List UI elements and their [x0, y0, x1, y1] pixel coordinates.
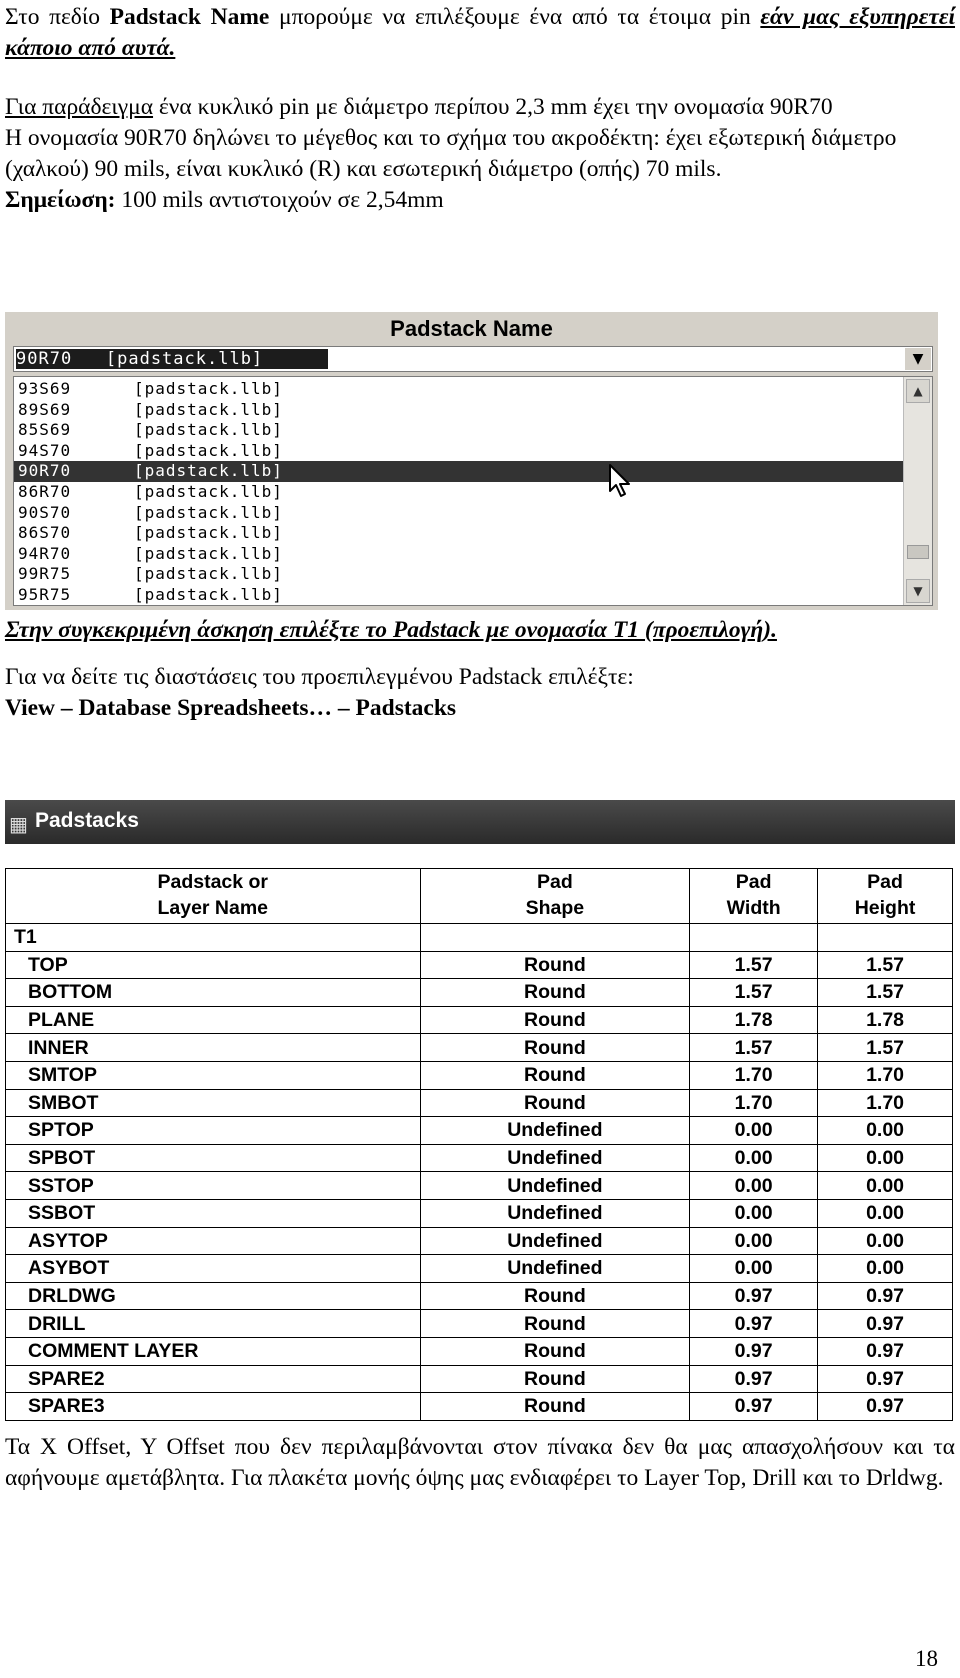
layer-name-cell[interactable]: SSTOP: [6, 1172, 421, 1200]
layer-name-cell[interactable]: SPBOT: [6, 1144, 421, 1172]
table-row[interactable]: [6, 1337, 953, 1365]
list-item-name: 89S69: [18, 399, 72, 419]
header-pad-height[interactable]: Pad Height: [818, 869, 953, 924]
table-row[interactable]: [6, 1282, 953, 1310]
empty-cell[interactable]: [818, 924, 953, 952]
padstack-name-term: Padstack Name: [109, 4, 270, 30]
layer-name-cell[interactable]: COMMENT LAYER: [6, 1337, 421, 1365]
intro-emphasis: εάν μας εξυπηρετεί κάποιο από αυτά.: [5, 4, 956, 61]
pad-width-cell[interactable]: 0.00: [690, 1255, 818, 1283]
pad-width-cell[interactable]: 0.00: [690, 1199, 818, 1227]
table-row[interactable]: [6, 951, 953, 979]
list-item-library: [padstack.llb]: [134, 440, 283, 460]
pad-width-cell[interactable]: 1.57: [690, 951, 818, 979]
layer-name-cell[interactable]: BOTTOM: [6, 979, 421, 1007]
pad-height-cell[interactable]: 1.57: [818, 951, 953, 979]
layer-name-cell[interactable]: ASYBOT: [6, 1255, 421, 1283]
empty-cell[interactable]: [690, 924, 818, 952]
list-item[interactable]: [14, 461, 904, 482]
intro-text: Στο πεδίο: [5, 4, 110, 30]
list-item-library: [padstack.llb]: [134, 502, 283, 522]
pad-shape-cell[interactable]: Undefined: [420, 1172, 690, 1200]
list-item[interactable]: [14, 441, 904, 462]
list-item-name: 85S69: [18, 420, 72, 440]
pad-shape-cell[interactable]: Round: [420, 1034, 690, 1062]
list-item-name: 90S70: [18, 502, 72, 522]
exercise-instruction: Στην συγκεκριμένη άσκηση επιλέξτε το Padstack με ονομασία Τ1 (προεπιλογή).: [5, 617, 777, 643]
pad-height-cell[interactable]: 1.78: [818, 1006, 953, 1034]
naming-explanation: Η ονομασία 90R70 δηλώνει το μέγεθος και το σχήμα του ακροδέκτη: έχει εξωτερική διάμετρο (χαλκού) 90 mils, είναι κυκλικό (R) και εσωτερική διάμετρο (οπής) 70 mils.: [5, 125, 897, 182]
layer-name-cell[interactable]: SSBOT: [6, 1199, 421, 1227]
table-row[interactable]: [6, 1061, 953, 1089]
pad-width-cell[interactable]: 1.78: [690, 1006, 818, 1034]
pad-height-cell[interactable]: 0.97: [818, 1337, 953, 1365]
table-row[interactable]: [6, 1006, 953, 1034]
list-item-library: [padstack.llb]: [134, 585, 283, 604]
list-item-library: [padstack.llb]: [134, 461, 283, 481]
list-item-name: 90R70: [18, 461, 72, 481]
pad-height-cell[interactable]: 0.97: [818, 1365, 953, 1393]
table-row[interactable]: [6, 1255, 953, 1283]
list-item-library: [padstack.llb]: [134, 523, 283, 543]
pad-shape-cell[interactable]: Round: [420, 951, 690, 979]
table-row[interactable]: [6, 1034, 953, 1062]
padstack-name-title: Padstack Name: [390, 316, 553, 341]
pad-width-cell[interactable]: 0.00: [690, 1227, 818, 1255]
pad-width-cell[interactable]: 0.97: [690, 1310, 818, 1338]
table-row-group[interactable]: [6, 924, 953, 952]
pad-shape-cell[interactable]: Round: [420, 1089, 690, 1117]
padstacks-window-title: Padstacks: [35, 809, 139, 832]
pad-width-cell[interactable]: 0.00: [690, 1117, 818, 1145]
pad-width-cell[interactable]: 0.00: [690, 1172, 818, 1200]
list-item-name: 95R75: [18, 585, 72, 604]
pad-height-cell[interactable]: 1.57: [818, 1034, 953, 1062]
list-item-name: 94S70: [18, 440, 72, 460]
view-instruction: [5, 662, 955, 724]
layer-name-cell[interactable]: SMTOP: [6, 1061, 421, 1089]
table-row[interactable]: [6, 1365, 953, 1393]
spreadsheet-icon: ▦: [9, 812, 28, 836]
list-item[interactable]: [14, 400, 904, 421]
list-item-name: 94R70: [18, 543, 72, 563]
list-item-name: 93S69: [18, 379, 72, 398]
header-layer-name[interactable]: Padstack or Layer Name: [6, 869, 421, 924]
layer-name-cell[interactable]: TOP: [6, 951, 421, 979]
list-item[interactable]: [14, 420, 904, 441]
list-scrollbar[interactable]: [903, 377, 932, 605]
layer-name-cell[interactable]: SPARE3: [6, 1393, 421, 1421]
pad-width-cell[interactable]: 0.97: [690, 1337, 818, 1365]
layer-name-cell[interactable]: SPARE2: [6, 1365, 421, 1393]
padstack-name-cell[interactable]: T1: [6, 924, 421, 952]
pad-height-cell[interactable]: 0.97: [818, 1282, 953, 1310]
page-number: 18: [915, 1646, 938, 1671]
mouse-pointer-icon: [608, 463, 634, 499]
combobox-selected-value[interactable]: 90R70 [padstack.llb]: [16, 349, 328, 369]
pad-shape-cell[interactable]: Undefined: [420, 1199, 690, 1227]
pad-width-cell[interactable]: 0.97: [690, 1393, 818, 1421]
layer-name-cell[interactable]: DRLDWG: [6, 1282, 421, 1310]
header-pad-shape[interactable]: Pad Shape: [420, 869, 690, 924]
empty-cell[interactable]: [420, 924, 690, 952]
pad-height-cell[interactable]: 0.00: [818, 1227, 953, 1255]
layer-name-cell[interactable]: ASYTOP: [6, 1227, 421, 1255]
pad-shape-cell[interactable]: Undefined: [420, 1227, 690, 1255]
pad-width-cell[interactable]: 0.97: [690, 1365, 818, 1393]
pad-width-cell[interactable]: 0.00: [690, 1144, 818, 1172]
pad-shape-cell[interactable]: Round: [420, 1282, 690, 1310]
pad-height-cell[interactable]: 1.70: [818, 1089, 953, 1117]
pad-height-cell[interactable]: 0.00: [818, 1172, 953, 1200]
padstacks-window-titlebar: [5, 800, 955, 844]
pad-height-cell[interactable]: 0.00: [818, 1199, 953, 1227]
pad-width-cell[interactable]: 1.57: [690, 1034, 818, 1062]
table-row[interactable]: [6, 1227, 953, 1255]
note-text: 100 mils αντιστοιχούν σε 2,54mm: [115, 187, 444, 213]
pad-shape-cell[interactable]: Round: [420, 1061, 690, 1089]
list-item[interactable]: [14, 503, 904, 524]
header-pad-width[interactable]: Pad Width: [690, 869, 818, 924]
closing-paragraph: Τα X Offset, Y Offset που δεν περιλαμβάνονται στον πίνακα δεν θα μας απασχολήσουν και τα αφήνουμε αμετάβλητα. Για πλακέτα μονής όψης μας ενδιαφέρει το Layer Top, Drill και το Drldwg.: [5, 1434, 955, 1491]
table-row[interactable]: [6, 1199, 953, 1227]
table-row[interactable]: [6, 1310, 953, 1338]
pad-shape-cell[interactable]: Undefined: [420, 1144, 690, 1172]
list-item[interactable]: [14, 482, 904, 503]
pad-width-cell[interactable]: 1.70: [690, 1089, 818, 1117]
intro-text-cont: μπορούμε να επιλέξουμε ένα από τα έτοιμα pin: [269, 4, 761, 30]
pad-shape-cell[interactable]: Round: [420, 1393, 690, 1421]
example-label: Για παράδειγμα: [5, 94, 154, 120]
layer-name-cell[interactable]: DRILL: [6, 1310, 421, 1338]
list-item-library: [padstack.llb]: [134, 399, 283, 419]
intro-paragraph: [5, 2, 955, 64]
layer-name-cell[interactable]: SMBOT: [6, 1089, 421, 1117]
note-label: Σημείωση:: [5, 187, 116, 213]
pad-height-cell[interactable]: 0.97: [818, 1393, 953, 1421]
list-item[interactable]: [14, 523, 904, 544]
pad-shape-cell[interactable]: Round: [420, 979, 690, 1007]
padstacks-table: [5, 868, 953, 1421]
view-text: Για να δείτε τις διαστάσεις του προεπιλεγμένου Padstack επιλέξτε:: [5, 664, 634, 690]
chevron-down-icon[interactable]: ▼: [905, 348, 931, 370]
example-paragraph: [5, 92, 955, 216]
list-item-name: 86R70: [18, 482, 72, 501]
layer-name-cell[interactable]: SPTOP: [6, 1117, 421, 1145]
table-row[interactable]: [6, 1172, 953, 1200]
table-row[interactable]: [6, 1393, 953, 1421]
pad-height-cell[interactable]: 1.57: [818, 979, 953, 1007]
pad-height-cell[interactable]: 0.00: [818, 1255, 953, 1283]
padstack-name-dialog: [5, 312, 938, 610]
scroll-down-icon[interactable]: ▼: [906, 579, 930, 603]
pad-shape-cell[interactable]: Round: [420, 1337, 690, 1365]
scroll-thumb[interactable]: [907, 545, 929, 559]
pad-shape-cell[interactable]: Round: [420, 1365, 690, 1393]
pad-height-cell[interactable]: 0.00: [818, 1117, 953, 1145]
table-row[interactable]: [6, 1117, 953, 1145]
example-text: ένα κυκλικό pin με διάμετρο περίπου 2,3 mm έχει την ονομασία 90R70: [153, 94, 833, 120]
list-item[interactable]: [14, 585, 904, 606]
list-item[interactable]: [14, 379, 904, 400]
pad-width-cell[interactable]: 1.70: [690, 1061, 818, 1089]
menu-path: View – Database Spreadsheets… – Padstacks: [5, 695, 457, 721]
list-item-library: [padstack.llb]: [134, 420, 283, 440]
pad-width-cell[interactable]: 1.57: [690, 979, 818, 1007]
pad-shape-cell[interactable]: Round: [420, 1006, 690, 1034]
padstack-name-combobox[interactable]: [13, 346, 933, 372]
pad-shape-cell[interactable]: Undefined: [420, 1255, 690, 1283]
pad-height-cell[interactable]: 0.97: [818, 1310, 953, 1338]
table-row[interactable]: [6, 1089, 953, 1117]
list-item[interactable]: [14, 544, 904, 565]
pad-height-cell[interactable]: 1.70: [818, 1061, 953, 1089]
list-item-library: [padstack.llb]: [134, 543, 283, 563]
list-item[interactable]: [14, 564, 904, 585]
pad-width-cell[interactable]: 0.97: [690, 1282, 818, 1310]
padstack-list[interactable]: [13, 376, 933, 606]
pad-shape-cell[interactable]: Undefined: [420, 1117, 690, 1145]
table-row[interactable]: [6, 1144, 953, 1172]
pad-shape-cell[interactable]: Round: [420, 1310, 690, 1338]
list-item-name: 86S70: [18, 523, 72, 543]
list-item-library: [padstack.llb]: [134, 482, 283, 501]
list-item-name: 99R75: [18, 564, 72, 584]
scroll-up-icon[interactable]: ▲: [906, 379, 930, 403]
layer-name-cell[interactable]: INNER: [6, 1034, 421, 1062]
pad-height-cell[interactable]: 0.00: [818, 1144, 953, 1172]
list-item-library: [padstack.llb]: [134, 564, 283, 584]
layer-name-cell[interactable]: PLANE: [6, 1006, 421, 1034]
table-header-row: [6, 869, 953, 924]
list-item-library: [padstack.llb]: [134, 379, 283, 398]
table-row[interactable]: [6, 979, 953, 1007]
